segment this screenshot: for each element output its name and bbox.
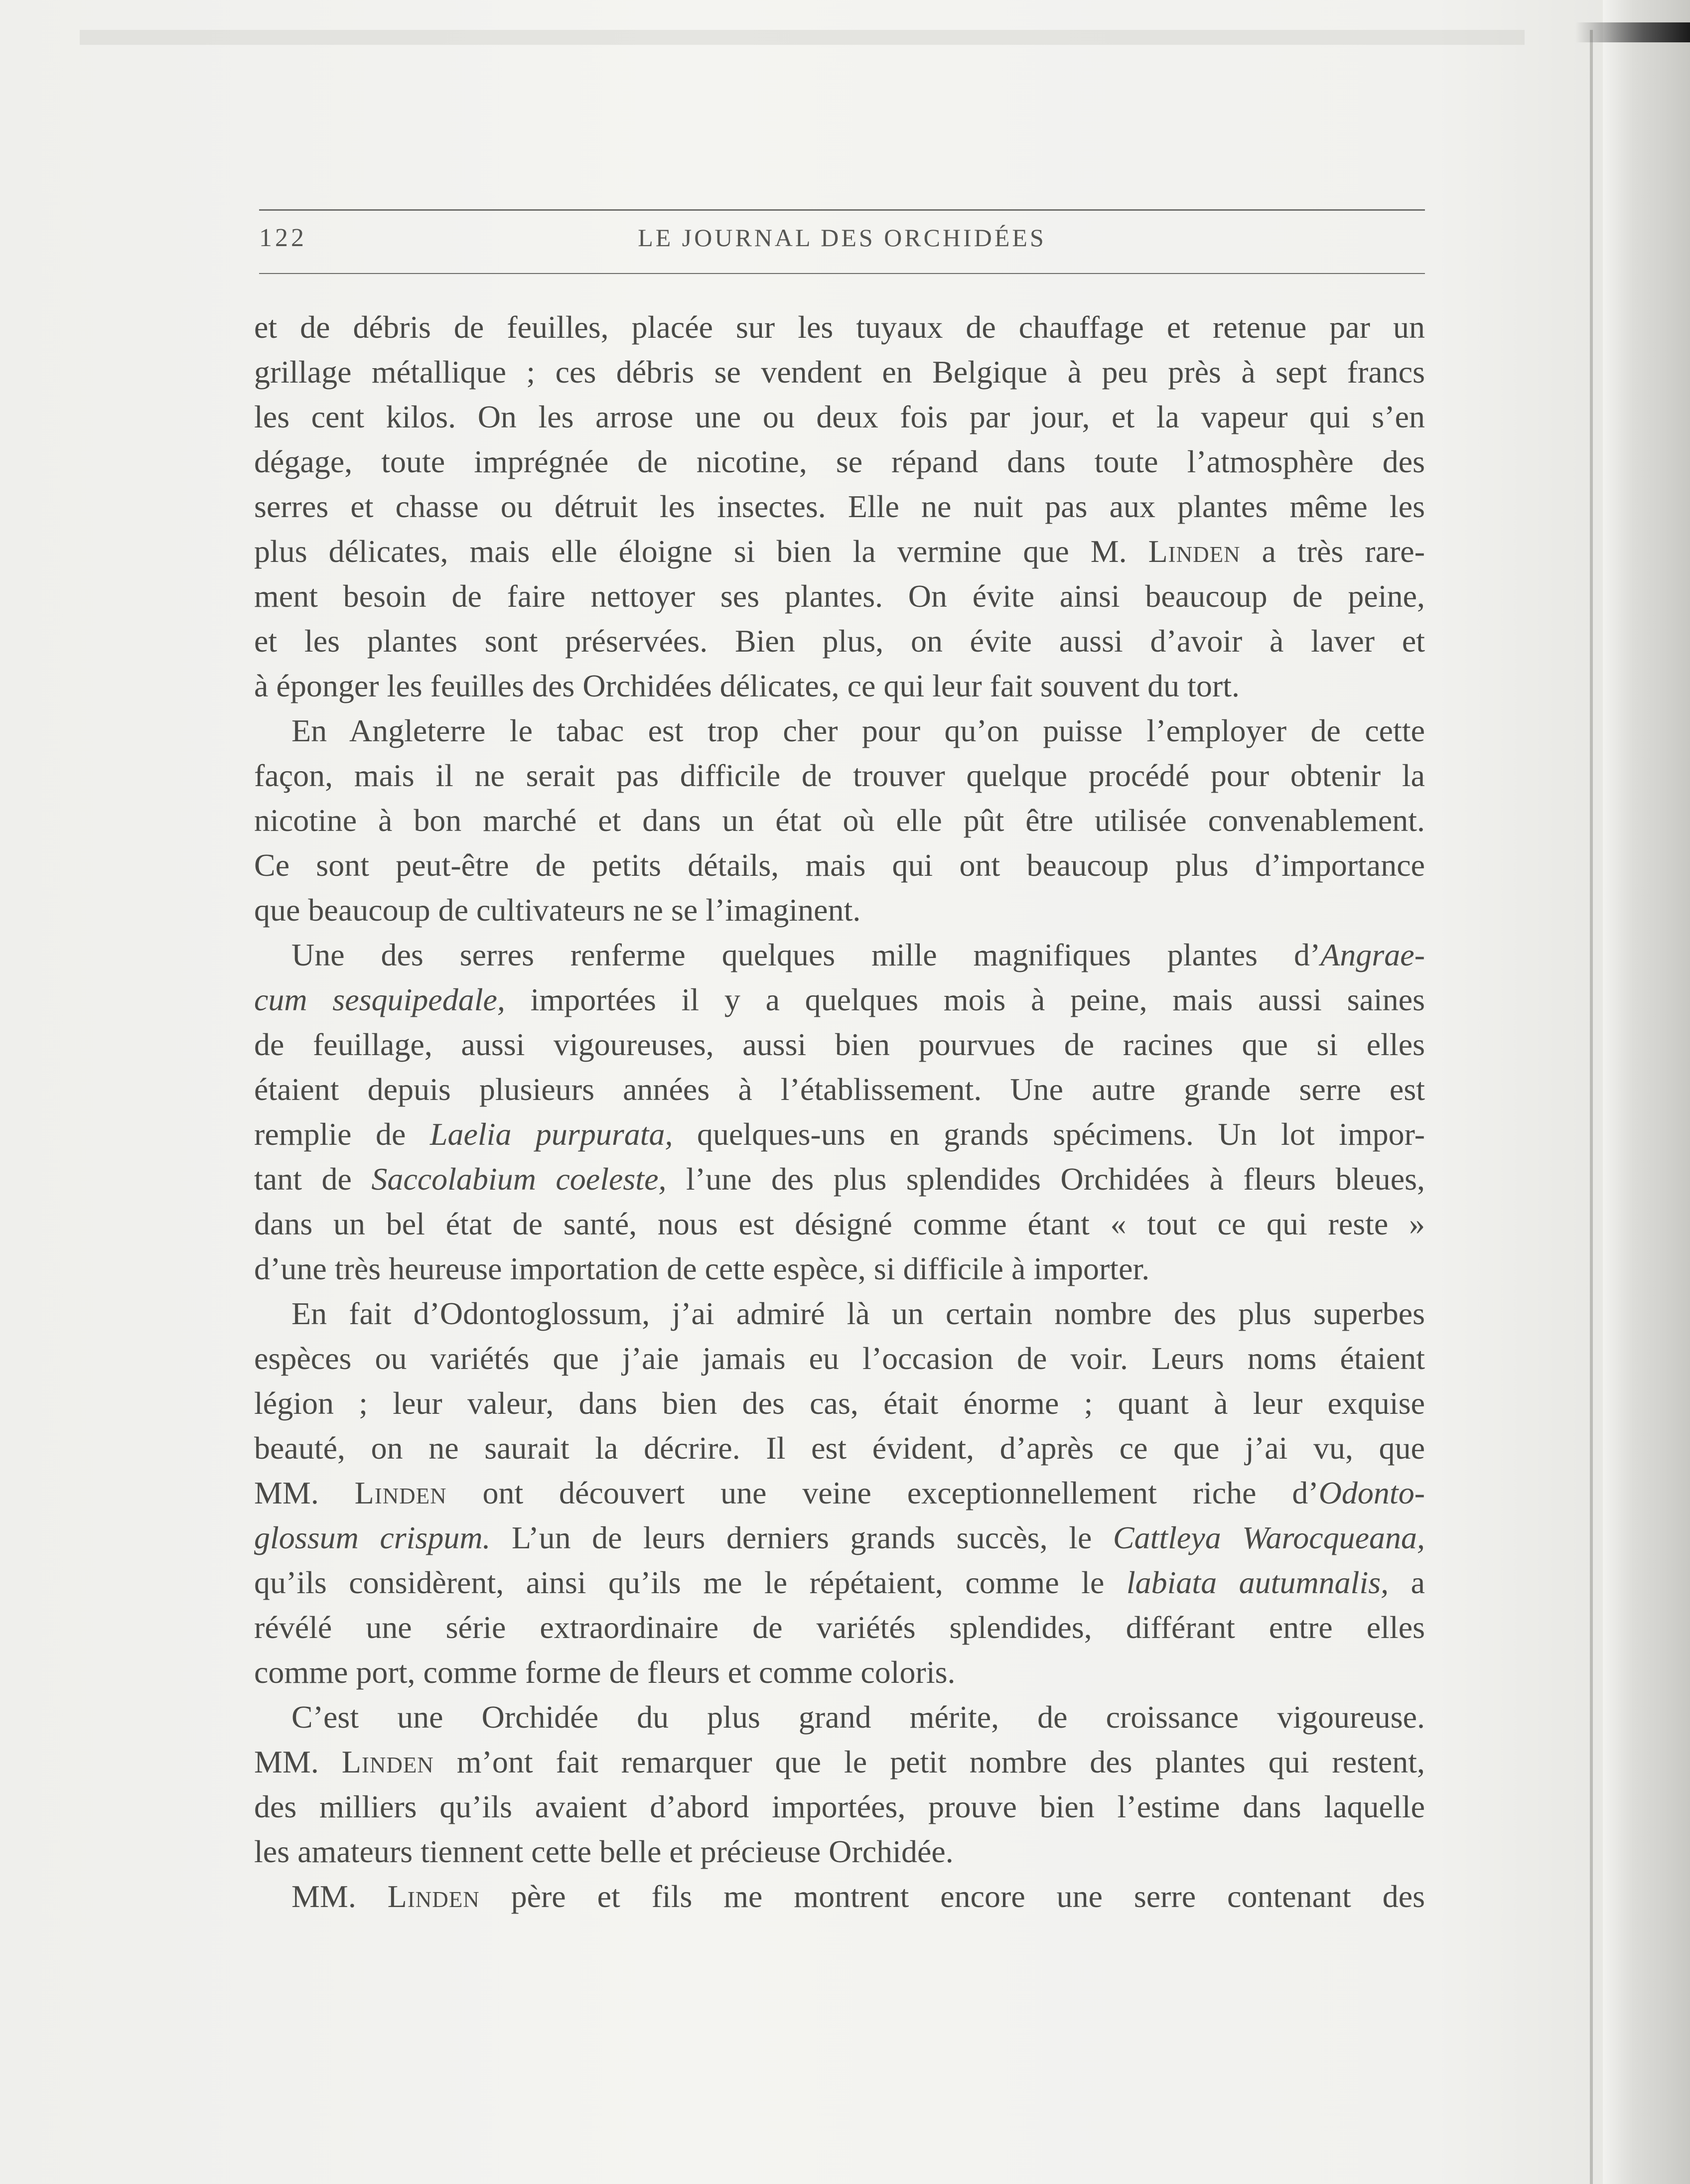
page-header: [259, 223, 1425, 263]
line-text: légion ; leur valeur, dans bien des cas, était énorme ; quant à leur exquise: [254, 1385, 1425, 1421]
line-text: des milliers qu’ils avaient d’abord importées, prouve bien l’estime dans laquelle: [254, 1789, 1425, 1824]
line-text: d’une très heureuse importation de cette espèce, si difficile à importer.: [254, 1251, 1150, 1286]
line-text: L’un de leurs derniers grands succès, le: [490, 1520, 1113, 1555]
text-line: [254, 798, 1425, 843]
text-line: [254, 888, 1425, 933]
line-text: tant de: [254, 1161, 372, 1197]
line-text: de feuillage, aussi vigoureuses, aussi bien pourvues de racines que si elles: [254, 1027, 1425, 1062]
page-fold-line: [1590, 30, 1593, 2184]
line-text: m’ont fait remarquer que le petit nombre des plantes qui restent,: [433, 1744, 1425, 1779]
line-text: importées il y a quelques mois à peine, mais aussi saines: [505, 982, 1425, 1017]
line-text: qu’ils considèrent, ainsi qu’ils me le répétaient, comme le: [254, 1565, 1127, 1600]
header-rule-bottom: [259, 273, 1425, 274]
line-text: espèces ou variétés que j’aie jamais eu l’occasion de voir. Leurs noms étaient: [254, 1341, 1425, 1376]
line-text: grillage métallique ; ces débris se vendent en Belgique à peu près à sept francs: [254, 354, 1425, 390]
page-number: 122: [259, 224, 307, 252]
line-text: père et fils me montrent encore une serre contenant des: [479, 1879, 1425, 1914]
line-text: Une des serres renferme quelques mille magnifiques plantes d’: [291, 937, 1321, 972]
italic-text: Laelia purpurata,: [429, 1116, 673, 1152]
text-line: [254, 1740, 1425, 1784]
line-text: les amateurs tiennent cette belle et précieuse Orchidée.: [254, 1834, 954, 1869]
text-line: [254, 1560, 1425, 1605]
text-line: [254, 1246, 1425, 1291]
line-text: les cent kilos. On les arrose une ou deux fois par jour, et la vapeur qui s’en: [254, 399, 1425, 434]
line-text: MM.: [254, 1744, 342, 1779]
body-text: [254, 305, 1425, 1919]
italic-text: Cattleya Warocqueana,: [1113, 1520, 1425, 1555]
line-text: Ce sont peut-être de petits détails, mais qui ont beaucoup plus d’importance: [254, 847, 1425, 883]
text-line: [254, 350, 1425, 395]
italic-text: Odonto-: [1318, 1475, 1425, 1510]
italic-text: cum sesquipedale,: [254, 982, 505, 1017]
text-line: [254, 1381, 1425, 1426]
running-title: LE JOURNAL DES ORCHIDÉES: [638, 224, 1046, 252]
line-text: remplie de: [254, 1116, 430, 1152]
line-text: façon, mais il ne serait pas difficile de trouver quelque procédé pour obtenir la: [254, 758, 1425, 793]
text-line: [254, 977, 1425, 1022]
line-text: l’une des plus splendides Orchidées à fleurs bleues,: [666, 1161, 1425, 1197]
page-edge-shadow: [1603, 0, 1690, 2184]
line-text: En Angleterre le tabac est trop cher pour qu’on puisse l’employer de cette: [291, 713, 1425, 748]
line-text: et de débris de feuilles, placée sur les tuyaux de chauffage et retenue par un: [254, 309, 1425, 345]
line-text: que beaucoup de cultivateurs ne se l’imaginent.: [254, 892, 861, 928]
text-line: [254, 1336, 1425, 1381]
line-text: étaient depuis plusieurs années à l’établissement. Une autre grande serre est: [254, 1072, 1425, 1107]
name-small-caps: Linden: [341, 1744, 434, 1779]
text-line: [254, 574, 1425, 619]
text-line: [254, 1515, 1425, 1560]
text-line: [254, 619, 1425, 664]
text-line: [254, 933, 1425, 977]
line-text: nicotine à bon marché et dans un état où elle pût être utilisée convenablement.: [254, 803, 1425, 838]
line-text: beauté, on ne saurait la décrire. Il est évident, d’après ce que j’ai vu, que: [254, 1430, 1425, 1466]
text-line: [254, 664, 1425, 708]
line-text: dégage, toute imprégnée de nicotine, se répand dans toute l’atmosphère des: [254, 444, 1425, 479]
line-text: MM.: [254, 1475, 355, 1510]
line-text: serres et chasse ou détruit les insectes. Elle ne nuit pas aux plantes même les: [254, 489, 1425, 524]
text-line: [254, 1650, 1425, 1695]
text-line: [254, 1471, 1425, 1515]
scan-top-shadow: [80, 30, 1525, 45]
text-line: [254, 1291, 1425, 1336]
italic-text: Saccolabium coeleste,: [371, 1161, 667, 1197]
text-line: [254, 1157, 1425, 1202]
line-text: révélé une série extraordinaire de variétés splendides, différant entre elles: [254, 1610, 1425, 1645]
line-text: plus délicates, mais elle éloigne si bien la vermine que M.: [254, 534, 1148, 569]
text-line: [254, 1022, 1425, 1067]
line-text: a très rare-: [1240, 534, 1425, 569]
text-line: [254, 1067, 1425, 1112]
text-line: [254, 1202, 1425, 1246]
line-text: dans un bel état de santé, nous est désigné comme étant « tout ce qui reste »: [254, 1206, 1425, 1241]
text-line: [254, 1874, 1425, 1919]
text-line: [254, 305, 1425, 350]
text-line: [254, 395, 1425, 439]
line-text: quelques-uns en grands spécimens. Un lot impor-: [673, 1116, 1425, 1152]
text-line: [254, 1784, 1425, 1829]
text-line: [254, 708, 1425, 753]
text-line: [254, 1426, 1425, 1471]
text-line: [254, 1112, 1425, 1157]
text-line: [254, 1829, 1425, 1874]
italic-text: Angrae-: [1320, 937, 1425, 972]
text-line: [254, 843, 1425, 888]
line-text: à éponger les feuilles des Orchidées délicates, ce qui leur fait souvent du tort.: [254, 668, 1240, 703]
line-text: comme port, comme forme de fleurs et comme coloris.: [254, 1654, 956, 1690]
italic-text: glossum crispum.: [254, 1520, 491, 1555]
name-small-caps: Linden: [387, 1879, 480, 1914]
line-text: et les plantes sont préservées. Bien plus, on évite aussi d’avoir à laver et: [254, 623, 1425, 659]
line-text: a: [1389, 1565, 1425, 1600]
text-line: [254, 484, 1425, 529]
text-line: [254, 1695, 1425, 1740]
name-small-caps: Linden: [1148, 534, 1241, 569]
text-line: [254, 753, 1425, 798]
line-text: En fait d’Odontoglossum, j’ai admiré là un certain nombre des plus superbes: [291, 1296, 1425, 1331]
line-text: ment besoin de faire nettoyer ses plantes. On évite ainsi beaucoup de peine,: [254, 578, 1425, 614]
name-small-caps: Linden: [354, 1475, 447, 1510]
italic-text: labiata autumnalis,: [1126, 1565, 1389, 1600]
text-line: [254, 439, 1425, 484]
header-rule-top: [259, 209, 1425, 211]
line-text: C’est une Orchidée du plus grand mérite, de croissance vigoureuse.: [291, 1699, 1425, 1735]
line-text: MM.: [291, 1879, 388, 1914]
text-line: [254, 529, 1425, 574]
text-line: [254, 1605, 1425, 1650]
line-text: ont découvert une veine exceptionnellement riche d’: [446, 1475, 1319, 1510]
scan-corner-mark: [1575, 22, 1690, 42]
